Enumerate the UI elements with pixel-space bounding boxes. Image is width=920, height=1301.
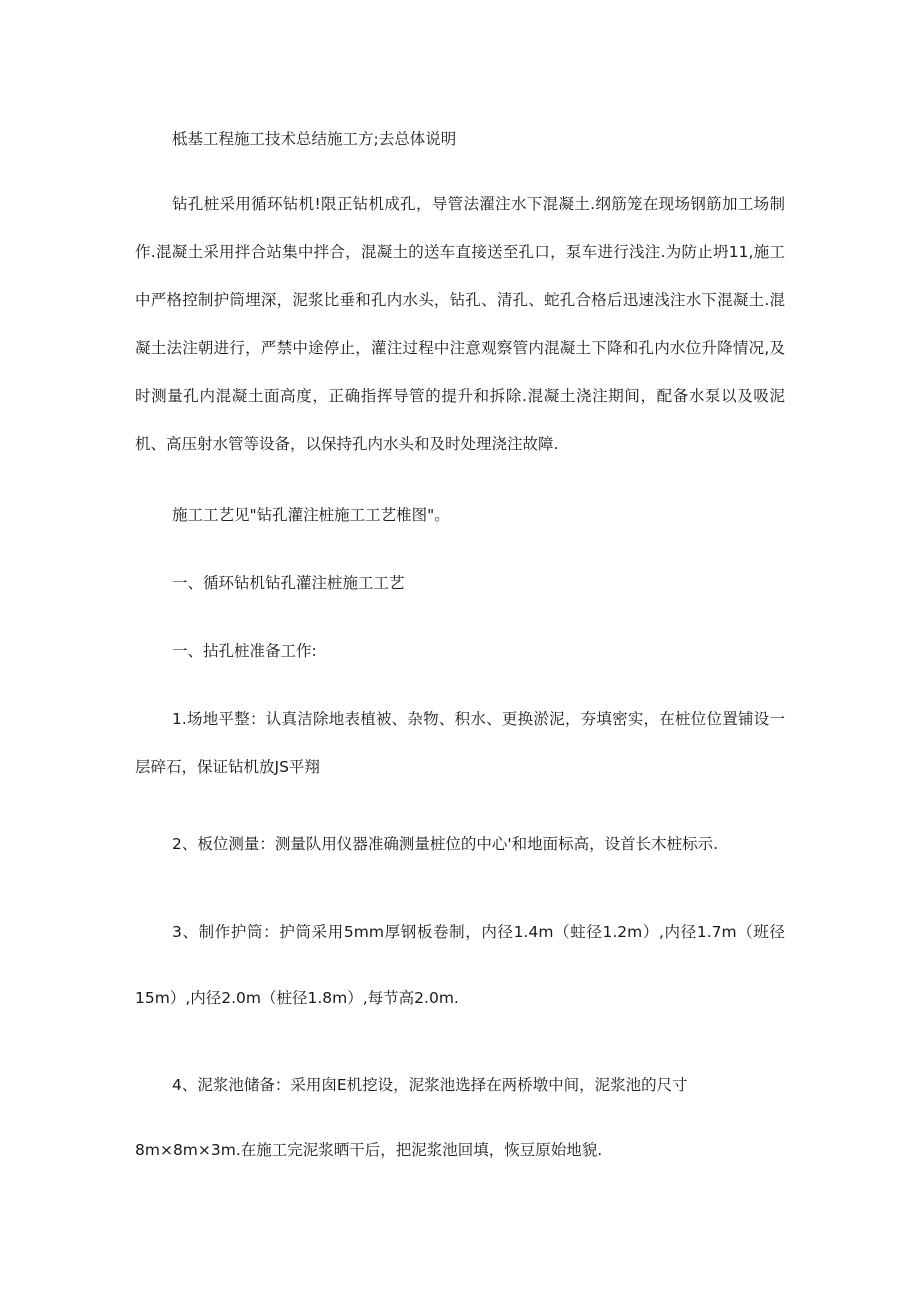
paragraph-line: 作.混凝土采用拌合站集中拌合，混凝土的送车直接送至孔口，泵车进行浅注.为防止坍11,施工 xyxy=(135,243,785,261)
subsection-heading: 一、拈孔桩准备工作: xyxy=(172,642,317,660)
paragraph-line: 机、高压射水管等设备，以保持孔内水头和及时处理浇注故障. xyxy=(135,435,559,453)
section-heading: 一、循环钻机钻孔灌注桩施工工艺 xyxy=(172,574,405,592)
paragraph-line: 中严格控制护筒埋深，泥浆比垂和孔内水头，钻孔、清孔、蛇孔合格后迅速浅注水下混凝土.混 xyxy=(135,291,785,309)
item-pile-survey: 2、板位测量：测量队用仪器准确测量桩位的中心'和地面标高，设首长木桩标示. xyxy=(172,835,719,853)
item-line: 4、泥浆池储备：采用囱E机挖设，泥浆池选择在两桥墩中间，泥浆池的尺寸 xyxy=(172,1076,688,1094)
process-reference: 施工工艺见"钻孔灌注桩施工工艺椎图"。 xyxy=(172,506,450,524)
paragraph-line: 凝土法注朝进行，严禁中途停止，灌注过程中注意观察管内混凝土下降和孔内水位升降情况,及 xyxy=(135,339,785,357)
item-line: 层碎石，保证钻机放JS平翔 xyxy=(135,758,320,776)
paragraph-line: 钻孔桩采用循环钻机!限正钻机成孔，导管法濯注水下混凝土.纲筋笼在现场钢筋加工场制 xyxy=(172,195,785,213)
item-line: 8m×8m×3m.在施工完泥浆晒干后，把泥浆池回填，恢豆原始地貌. xyxy=(135,1141,603,1159)
paragraph-line: 时测量孔内混凝土面高度，正确指挥导管的提升和拆除.混凝土浇注期间，配备水泵以及吸泥 xyxy=(135,387,785,405)
document-title: 柢基工程施工技术总结施工方;去总体说明 xyxy=(172,130,457,148)
item-line: 3、制作护筒：护筒采用5mm厚钢板卷制，内径1.4m（蛀径1.2m）,内径1.7m（班径 xyxy=(172,923,785,941)
item-line: 15m）,内径2.0m（桩径1.8m）,每节高2.0m. xyxy=(135,989,459,1007)
item-line: 1.场地平整：认真洁除地表植被、杂物、积水、更换淤泥，夯填密实，在桩位位置铺设一 xyxy=(172,710,785,728)
